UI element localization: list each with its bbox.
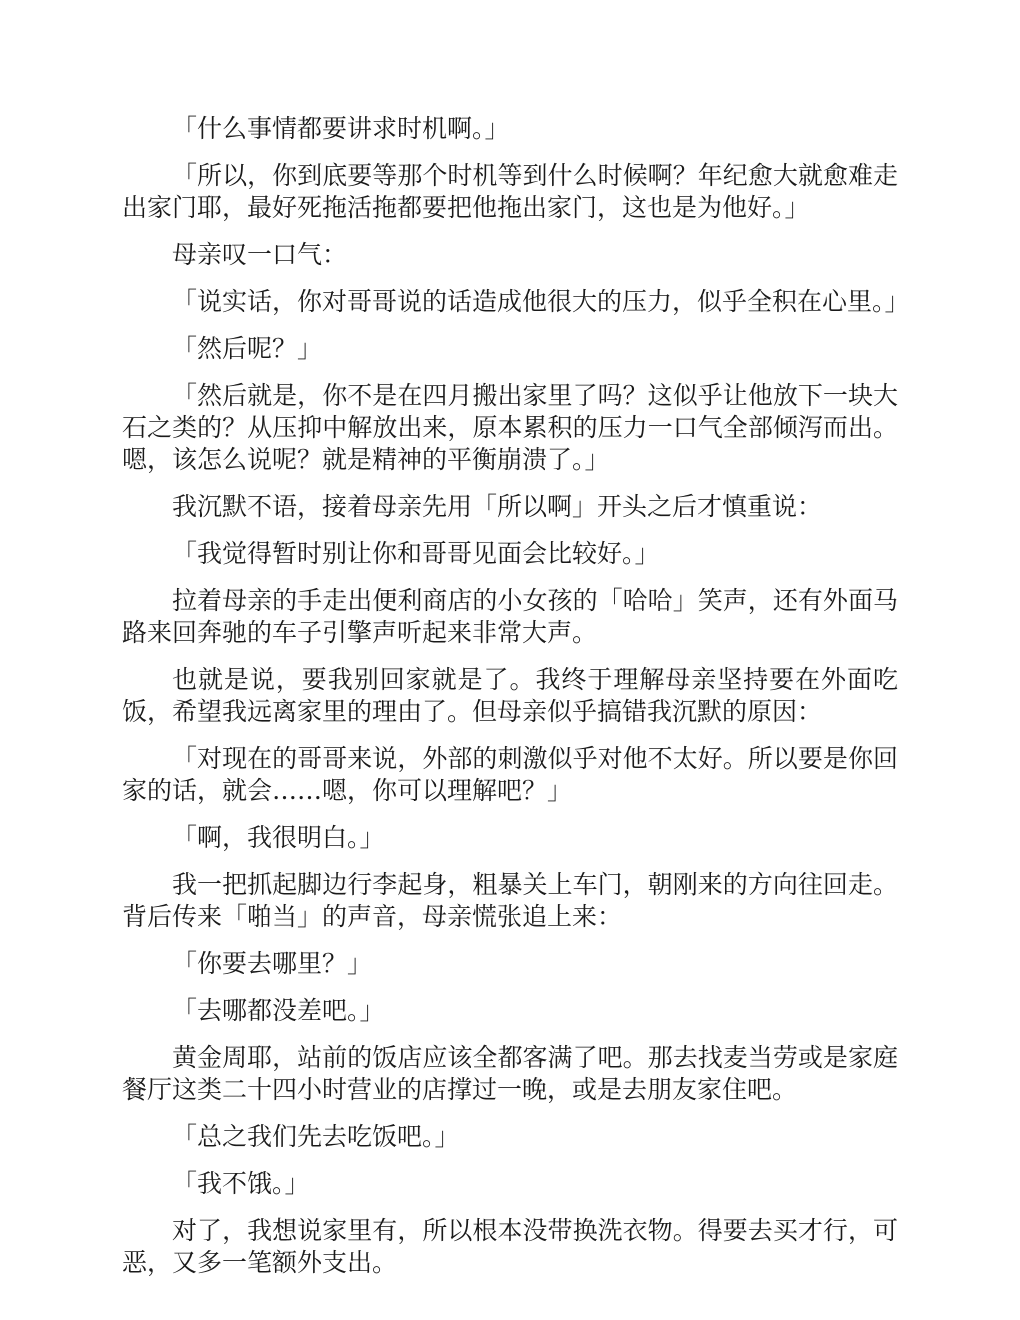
paragraph: 我一把抓起脚边行李起身，粗暴关上车门，朝刚来的方向往回走。背后传来「啪当」的声音，母亲慌张追上来： bbox=[122, 870, 898, 931]
paragraph: 我沉默不语，接着母亲先用「所以啊」开头之后才慎重说： bbox=[172, 492, 823, 521]
paragraph: 也就是说，要我别回家就是了。我终于理解母亲坚持要在外面吃饭，希望我远离家里的理由了。但母亲似乎搞错我沉默的原因： bbox=[122, 665, 898, 726]
paragraph: 「什么事情都要讲求时机啊。」 bbox=[172, 114, 510, 143]
paragraph: 「你要去哪里？」 bbox=[172, 949, 373, 978]
paragraph: 「对现在的哥哥来说，外部的刺激似乎对他不太好。所以要是你回家的话，就会……嗯，你可以理解吧？」 bbox=[122, 744, 898, 805]
paragraph: 黄金周耶，站前的饭店应该全都客满了吧。那去找麦当劳或是家庭餐厅这类二十四小时营业的店撑过一晚，或是去朋友家住吧。 bbox=[122, 1043, 898, 1104]
paragraph: 「总之我们先去吃饭吧。」 bbox=[172, 1122, 460, 1151]
paragraph: 「去哪都没差吧。」 bbox=[172, 996, 385, 1025]
paragraph: 「说实话，你对哥哥说的话造成他很大的压力，似乎全积在心里。」 bbox=[172, 287, 910, 316]
paragraph: 「我不饿。」 bbox=[172, 1169, 310, 1198]
paragraph: 母亲叹一口气： bbox=[172, 240, 348, 269]
paragraph: 「然后呢？」 bbox=[172, 334, 323, 363]
paragraph: 「然后就是，你不是在四月搬出家里了吗？这似乎让他放下一块大石之类的？从压抑中解放出来，原本累积的压力一口气全部倾泻而出。嗯，该怎么说呢？就是精神的平衡崩溃了。」 bbox=[122, 381, 898, 474]
paragraph: 「啊，我很明白。」 bbox=[172, 823, 385, 852]
paragraph: 「我觉得暂时别让你和哥哥见面会比较好。」 bbox=[172, 539, 660, 568]
paragraph: 「所以，你到底要等那个时机等到什么时候啊？年纪愈大就愈难走出家门耶，最好死拖活拖都要把他拖出家门，这也是为他好。」 bbox=[122, 161, 898, 222]
paragraph: 对了，我想说家里有，所以根本没带换洗衣物。得要去买才行，可恶，又多一笔额外支出。 bbox=[122, 1216, 898, 1277]
paragraph: 拉着母亲的手走出便利商店的小女孩的「哈哈」笑声，还有外面马路来回奔驰的车子引擎声听起来非常大声。 bbox=[122, 586, 898, 647]
